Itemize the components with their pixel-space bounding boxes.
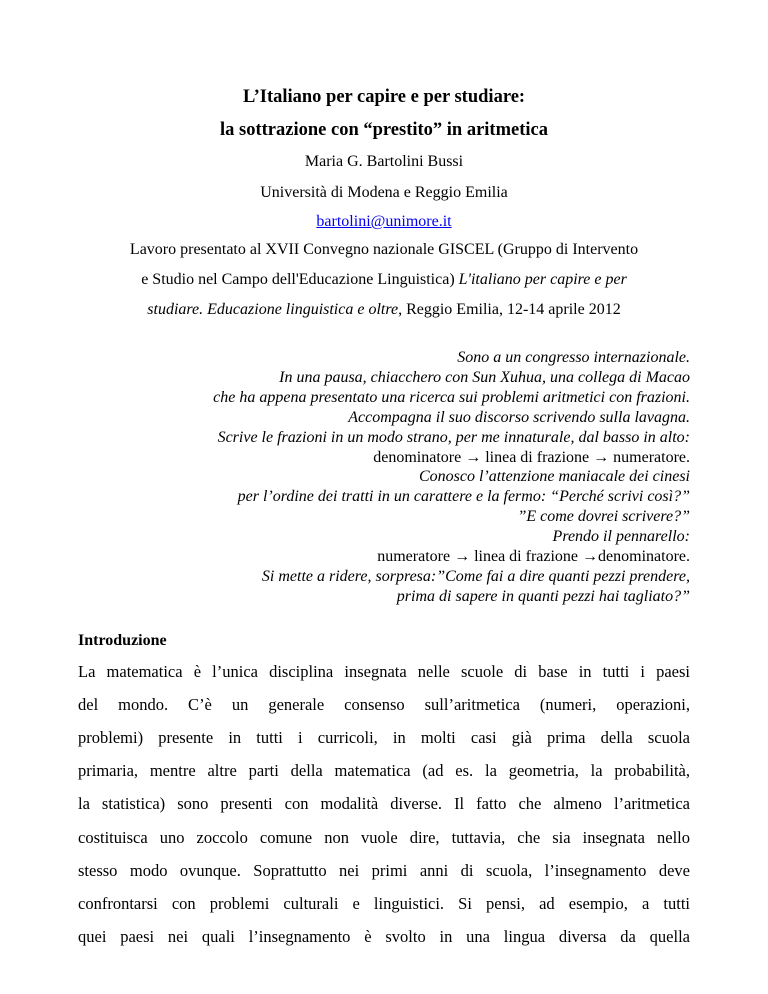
epigraph-line: Conosco l’attenzione maniacale dei cinesi <box>418 468 690 486</box>
title-line-2: la sottrazione con “prestito” in aritmetica <box>220 120 548 140</box>
epigraph-line: ”E come dovrei scrivere?” <box>517 508 690 526</box>
paragraph-line: costituisca uno zoccolo comune non vuole dire, tuttavia, che sia insegnata nello <box>78 827 690 847</box>
epigraph-line: che ha appena presentato una ricerca sui problemi aritmetici con frazioni. <box>213 388 690 406</box>
author-affiliation: Università di Modena e Reggio Emilia <box>260 184 508 201</box>
epigraph-line: prima di sapere in quanti pezzi hai tagliato?” <box>396 587 690 605</box>
paragraph-line: stesso modo ovunque. Soprattutto nei primi anni di scuola, l’insegnamento deve <box>78 860 690 880</box>
paragraph-line: primaria, mentre altre parti della matematica (ad es. la geometria, la probabilità, <box>78 761 690 781</box>
author-name: Maria G. Bartolini Bussi <box>304 153 464 170</box>
conference-title-part-2: studiare. Educazione linguistica e oltre <box>147 301 399 318</box>
epigraph-line: Sono a un congresso internazionale. <box>457 349 690 366</box>
title-line-1: L’Italiano per capire e per studiare: <box>242 87 526 107</box>
epigraph-line: denominatore → linea di frazione → numeratore. <box>373 448 690 466</box>
presentation-line-2 <box>0 270 768 290</box>
epigraph-line: In una pausa, chiacchero con Sun Xuhua, una collega di Macao <box>279 368 690 386</box>
epigraph-line: Accompagna il suo discorso scrivendo sulla lavagna. <box>348 408 690 426</box>
author-email-link[interactable]: bartolini@unimore.it <box>316 213 452 230</box>
paragraph-line: la statistica) sono presenti con modalità diverse. Il fatto che almeno l’aritmetica <box>78 794 690 814</box>
epigraph-line: per l’ordine dei tratti in un carattere e la fermo: “Perché scrivi così?” <box>237 488 690 506</box>
epigraph-line: Scrive le frazioni in un modo strano, per me innaturale, dal basso in alto: <box>217 428 690 446</box>
epigraph-line: numeratore → linea di frazione →denominatore. <box>377 548 690 565</box>
paragraph-line: del mondo. C’è un generale consenso sull’aritmetica (numeri, operazioni, <box>78 695 690 715</box>
epigraph-line: Si mette a ridere, sorpresa:”Come fai a dire quanti pezzi prendere, <box>261 567 690 585</box>
author-email-row <box>0 212 768 232</box>
presentation-line-3-plain: , Reggio Emilia, 12-14 aprile 2012 <box>398 301 621 318</box>
presentation-line-3 <box>0 300 768 320</box>
conference-title-part-1: L'italiano per capire e per <box>458 271 627 288</box>
epigraph-line: Prendo il pennarello: <box>552 528 690 546</box>
paragraph-line: problemi) presente in tutti i curricoli, in molti casi già prima della scuola <box>78 728 690 748</box>
section-heading: Introduzione <box>78 632 167 649</box>
paragraph-line: confrontarsi con problemi culturali e linguistici. Si pensi, ad esempio, a tutti <box>78 893 690 913</box>
paragraph-line: La matematica è l’unica disciplina insegnata nelle scuole di base in tutti i paesi <box>78 662 690 681</box>
paragraph-line: quei paesi nei quali l’insegnamento è svolto in una lingua diversa da quella <box>78 926 690 946</box>
presentation-line-1: Lavoro presentato al XVII Convegno nazionale GISCEL (Gruppo di Intervento <box>129 241 639 258</box>
presentation-line-2-plain: e Studio nel Campo dell'Educazione Linguistica) <box>141 271 459 288</box>
